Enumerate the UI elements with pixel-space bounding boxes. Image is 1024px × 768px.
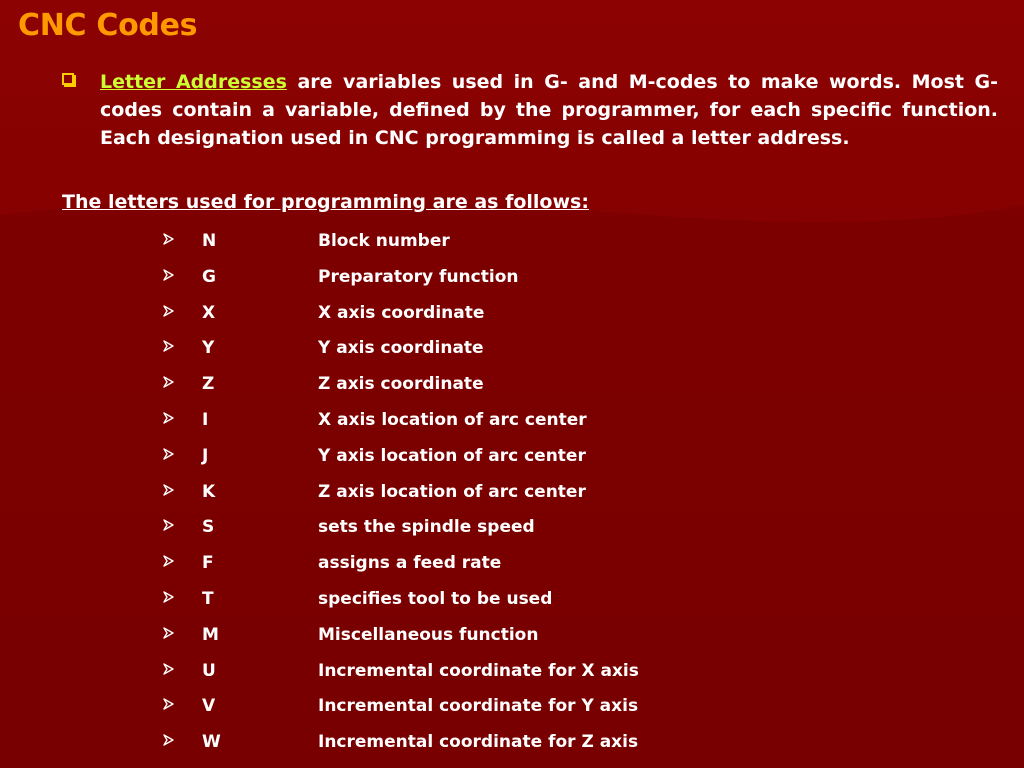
letter-description: assigns a feed rate: [318, 553, 502, 574]
letter-code: U: [202, 660, 216, 681]
list-item: [163, 693, 763, 729]
letter-description: Preparatory function: [318, 266, 519, 287]
arrowhead-icon: [163, 335, 202, 361]
letter-code: Y: [202, 338, 215, 359]
list-item: [163, 514, 763, 550]
arrowhead-icon: [163, 658, 202, 684]
letter-description: X axis location of arc center: [318, 409, 587, 430]
intro-body: are variables used in G- and M-codes to make words. Most G-codes contain a variable, defined by the programmer, for each specific function. Each designation used in CNC programming is called a letter address.: [100, 71, 998, 149]
arrowhead-icon: [163, 264, 202, 290]
arrowhead-icon: [163, 407, 202, 433]
letter-code: X: [202, 302, 216, 323]
list-item: [163, 658, 763, 694]
list-item: [163, 228, 763, 264]
letter-description: Miscellaneous function: [318, 624, 539, 645]
intro-paragraph: [62, 68, 998, 152]
arrowhead-icon: [163, 729, 202, 755]
slide-title: CNC Codes: [18, 8, 198, 43]
letter-code: V: [202, 696, 216, 717]
letter-code: G: [202, 266, 216, 287]
letter-code: F: [202, 553, 214, 574]
highlight-term: Letter Addresses: [100, 71, 287, 93]
hollow-square-icon: [62, 68, 100, 152]
letter-code: Z: [202, 374, 215, 395]
letter-code: N: [202, 231, 217, 251]
letter-description: Incremental coordinate for Y axis: [318, 696, 639, 717]
list-item: [163, 622, 763, 658]
list-item: [163, 371, 763, 407]
list-item: [163, 479, 763, 515]
list-item: [163, 443, 763, 479]
arrowhead-icon: [163, 443, 202, 469]
letter-description: Incremental coordinate for X axis: [318, 660, 639, 681]
letter-description: Y axis location of arc center: [318, 445, 586, 466]
letter-description: Z axis coordinate: [318, 374, 484, 395]
list-heading: The letters used for programming are as follows:: [62, 191, 589, 213]
letter-code: T: [202, 588, 214, 609]
list-item: [163, 264, 763, 300]
letter-description: sets the spindle speed: [318, 517, 535, 538]
arrowhead-icon: [163, 586, 202, 612]
intro-text: [100, 68, 998, 152]
letter-code: W: [202, 732, 221, 753]
arrowhead-icon: [163, 550, 202, 576]
list-item: [163, 300, 763, 336]
arrowhead-icon: [163, 479, 202, 505]
letter-code: S: [202, 517, 215, 538]
arrowhead-icon: [163, 622, 202, 648]
letter-code: M: [202, 624, 219, 645]
letter-description: X axis coordinate: [318, 302, 485, 323]
letter-code: K: [202, 481, 216, 502]
arrowhead-icon: [163, 228, 202, 254]
list-item: [163, 407, 763, 443]
arrowhead-icon: [163, 371, 202, 397]
list-item: [163, 586, 763, 622]
arrowhead-icon: [163, 300, 202, 326]
list-item: [163, 335, 763, 371]
arrowhead-icon: [163, 514, 202, 540]
letter-description: Z axis location of arc center: [318, 481, 586, 502]
letter-description: Y axis coordinate: [318, 338, 484, 359]
letter-description: Incremental coordinate for Z axis: [318, 732, 639, 753]
list-item: [163, 550, 763, 586]
letter-description: specifies tool to be used: [318, 588, 553, 609]
letter-code: J: [202, 445, 209, 466]
list-item: [163, 729, 763, 765]
letter-code: I: [202, 409, 209, 430]
arrowhead-icon: [163, 693, 202, 719]
letter-description: Block number: [318, 231, 450, 251]
letter-address-list: [163, 228, 763, 765]
